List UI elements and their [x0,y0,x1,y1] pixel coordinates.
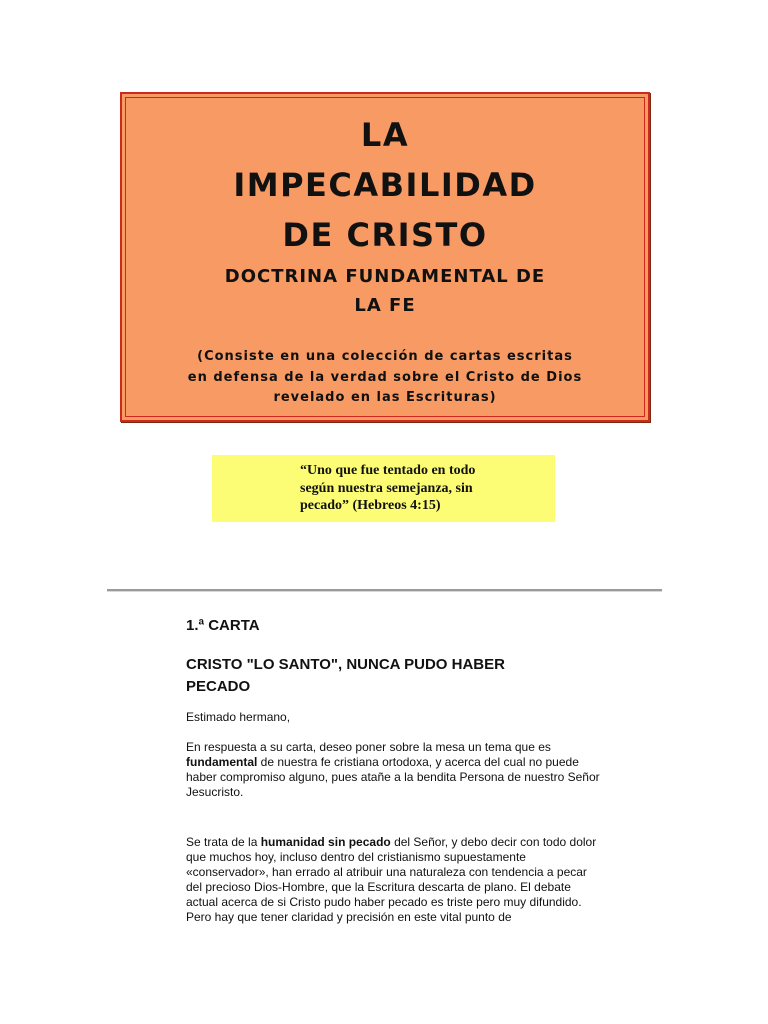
quote-line-3: pecado” (Hebreos 4:15) [300,498,441,513]
paragraph-1-text-b: de nuestra fe cristiana ortodoxa, y acerca del cual no puede haber compromiso alguno, pues atañe a la bendita Persona de nuestro Señor Jesucristo. [186,755,600,799]
paragraph-1-bold: fundamental [186,755,258,769]
title-line-3: DE CRISTO [282,216,488,254]
letter-paragraph-1 [186,740,606,800]
letter-heading-line-2: PECADO [186,678,251,695]
quote-line-2: según nuestra semejanza, sin [300,481,473,496]
note-line-3: revelado en las Escrituras) [273,390,497,405]
subtitle-line-2: LA FE [354,295,416,316]
paragraph-1-text-a: En respuesta a su carta, deseo poner sobre la mesa un tema que es [186,740,551,754]
note-line-2: en defensa de la verdad sobre el Cristo de Dios [187,370,583,385]
subtitle-line-1: DOCTRINA FUNDAMENTAL DE [224,266,546,287]
horizontal-divider [107,589,662,592]
title-line-1: LA [360,116,410,154]
letter-heading-line-1: CRISTO "LO SANTO", NUNCA PUDO HABER [186,656,505,673]
paragraph-2-text-b: del Señor, y debo decir con todo dolor que muchos hoy, incluso dentro del cristianismo supuestamente «conservador», han errado al atribuir una naturaleza con tendencia a pecar del precioso Dios-Hombre, que la Escritura descarta de plano. El debate actual acerca de si Cristo pudo haber pecado es triste pero muy difundido. Pero hay que tener claridad y precisión en este vital punto de [186,835,597,924]
note-line-1: (Consiste en una colección de cartas escritas [197,349,573,364]
paragraph-2-bold: humanidad sin pecado [260,835,391,849]
title-line-2: IMPECABILIDAD [233,166,537,204]
paragraph-2-text-a: Se trata de la [186,835,261,849]
letter-paragraph-2 [186,835,606,925]
quote-line-1: “Uno que fue tentado en todo [300,463,476,478]
scripture-quote-box [212,455,555,522]
letter-number: 1.ª CARTA [186,617,260,634]
letter-greeting: Estimado hermano, [186,710,291,724]
title-box [120,92,650,422]
